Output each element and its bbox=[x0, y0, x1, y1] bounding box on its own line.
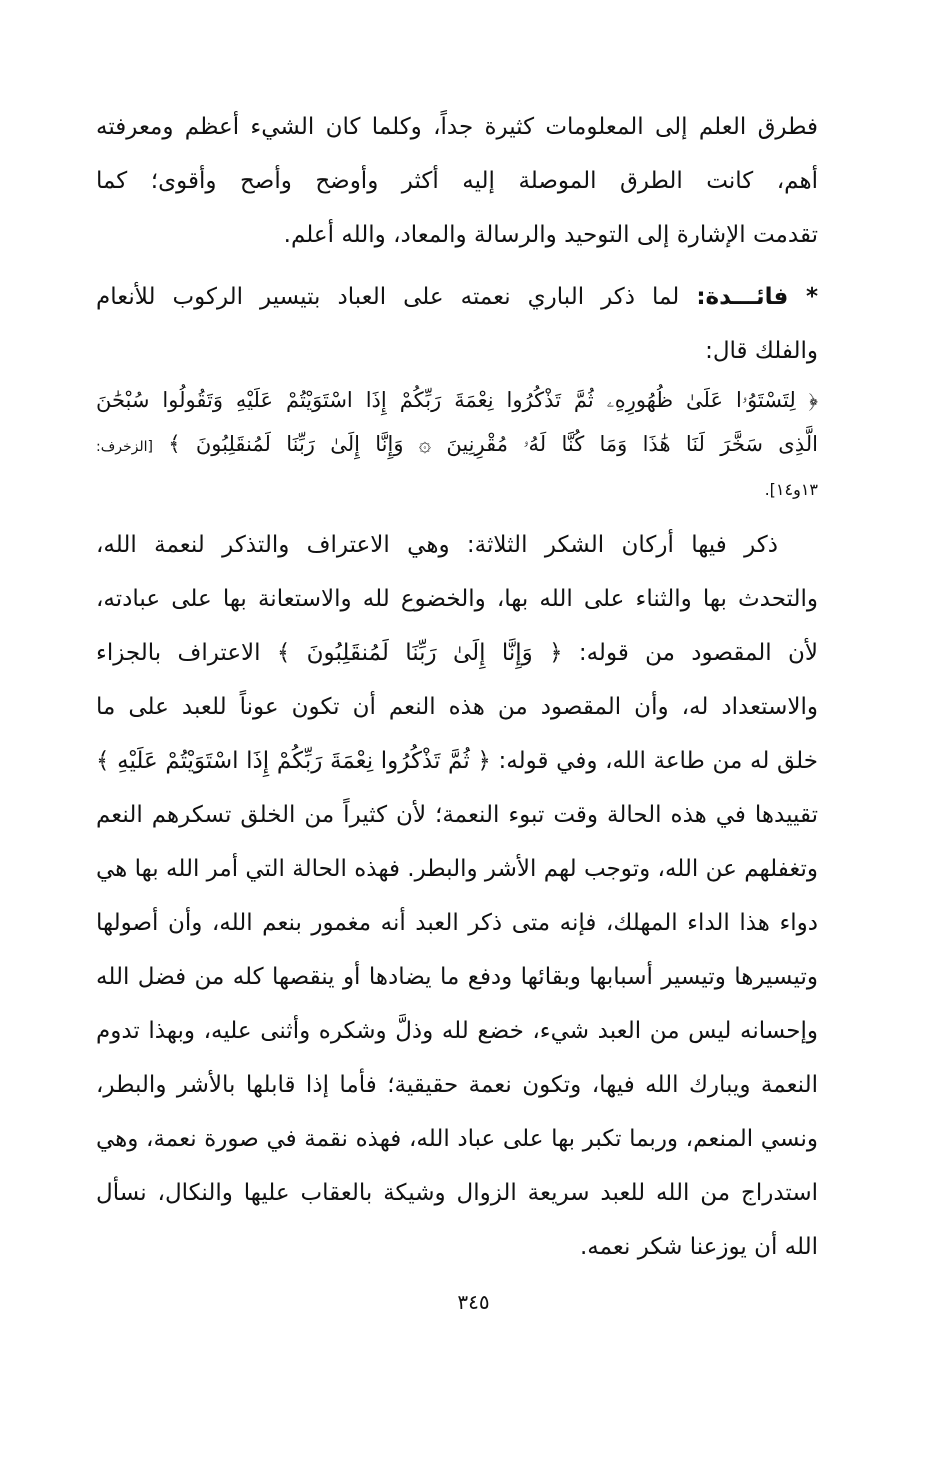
text-line: ونسي المنعم، وربما تكبر بها على عباد الله، فهذه نقمة في صورة نعمة، وهي bbox=[96, 1126, 818, 1152]
benefit-note bbox=[96, 270, 818, 378]
text-line: والاستعداد له، وأن المقصود من هذه النعم أن تكون عوناً للعبد على ما bbox=[96, 694, 818, 720]
page-body bbox=[96, 100, 818, 1274]
paragraph-1 bbox=[96, 100, 818, 262]
text-line: خلق له من طاعة الله، وفي قوله: ﴿ ثُمَّ تَذْكُرُوا نِعْمَةَ رَبِّكُمْ إِذَا اسْتَوَيْتُمْ عَلَيْهِ ﴾ bbox=[96, 748, 818, 774]
text-line: وإحسانه ليس من العبد شيء، خضع لله وذلَّ وشكره وأثنى عليه، وبهذا تدوم bbox=[96, 1018, 818, 1044]
benefit-intro: لما ذكر الباري نعمته على العباد بتيسير الركوب للأنعام bbox=[96, 284, 680, 310]
text-line: وتغفلهم عن الله، وتوجب لهم الأشر والبطر. فهذه الحالة التي أمر الله بها هي bbox=[96, 856, 818, 882]
text-line: النعمة ويبارك الله فيها، وتكون نعمة حقيقية؛ فأما إذا قابلها بالأشر والبطر، bbox=[96, 1072, 818, 1098]
verse-reference: [الزخرف: bbox=[96, 439, 153, 455]
verse-line: ﴿ لِتَسْتَوُۥا عَلَىٰ ظُهُورِهِۦ ثُمَّ تَذْكُرُوا نِعْمَةَ رَبِّكُمْ إِذَا اسْتَوَيْتُمْ عَلَيْهِ وَتَقُولُوا سُبْحَٰنَ bbox=[96, 388, 818, 412]
text-line: والتحدث بها والثناء على الله بها، والخضوع لله والاستعانة بها على عبادته، bbox=[96, 586, 818, 612]
verse-line bbox=[96, 422, 818, 466]
text-line: فطرق العلم إلى المعلومات كثيرة جداً، وكلما كان الشيء أعظم ومعرفته bbox=[96, 114, 818, 140]
paragraph-2 bbox=[96, 518, 818, 1274]
page-number: ٣٤٥ bbox=[457, 1290, 490, 1314]
text-line: تقييدها في هذه الحالة وقت تبوء النعمة؛ لأن كثيراً من الخلق تسكرهم النعم bbox=[96, 802, 818, 828]
verse-reference-numbers: ١٣و١٤]. bbox=[764, 480, 818, 499]
verse-text: الَّذِى سَخَّرَ لَنَا هَٰذَا وَمَا كُنَّا لَهُۥ مُقْرِنِينَ ۞ وَإِنَّا إِلَىٰ رَبِّنَا لَمُنقَلِبُونَ ﴾ bbox=[168, 432, 818, 456]
text-line: أهم، كانت الطرق الموصلة إليه أكثر وأوضح وأصح وأقوى؛ كما bbox=[96, 168, 818, 194]
text-line bbox=[96, 270, 818, 324]
text-line: دواء هذا الداء المهلك، فإنه متى ذكر العبد أنه مغمور بنعم الله، وأن أصولها bbox=[96, 910, 818, 936]
text-line: استدراج من الله للعبد سريعة الزوال وشيكة بالعقاب عليها والنكال، نسأل bbox=[96, 1180, 818, 1206]
quran-verse bbox=[96, 378, 818, 510]
text-line: وتيسيرها وتيسير أسبابها وبقائها ودفع ما يضادها أو ينقصها كله من فضل الله bbox=[96, 964, 818, 990]
verse-reference-end bbox=[96, 466, 818, 510]
text-line: ذكر فيها أركان الشكر الثلاثة: وهي الاعتراف والتذكر لنعمة الله، bbox=[96, 532, 778, 558]
text-line: لأن المقصود من قوله: ﴿ وَإِنَّا إِلَىٰ رَبِّنَا لَمُنقَلِبُونَ ﴾ الاعتراف بالجزاء bbox=[96, 640, 818, 666]
text-line: الله أن يوزعنا شكر نعمه. bbox=[579, 1234, 818, 1260]
benefit-label: * فائـــدة: bbox=[696, 284, 818, 310]
text-line: والفلك قال: bbox=[705, 338, 818, 364]
text-line: تقدمت الإشارة إلى التوحيد والرسالة والمعاد، والله أعلم. bbox=[283, 222, 818, 248]
